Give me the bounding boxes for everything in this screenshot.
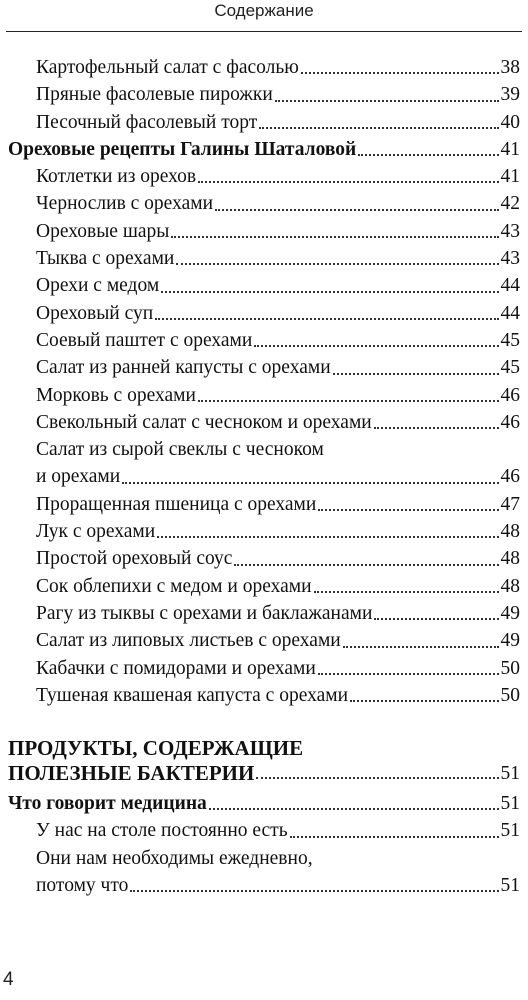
toc-entry <box>8 163 520 190</box>
toc-dot-leader <box>374 618 498 620</box>
table-of-contents <box>8 54 520 899</box>
toc-dot-leader <box>161 291 498 293</box>
toc-dot-leader <box>215 209 498 211</box>
toc-entry-title: Картофельный салат с фасолью <box>36 57 299 78</box>
toc-entry-title: Лук с орехами <box>36 521 156 543</box>
toc-entry-page: 44 <box>500 275 520 297</box>
toc-entry-title: Тушеная квашеная капуста с орехами <box>36 684 349 706</box>
toc-chapter <box>8 136 520 163</box>
toc-chapter <box>8 790 520 817</box>
toc-section-title-line2: ПОЛЕЗНЫЕ БАКТЕРИИ <box>8 761 255 786</box>
page-number: 4 <box>3 969 14 990</box>
toc-dot-leader <box>176 263 498 265</box>
toc-dot-leader <box>350 700 498 702</box>
toc-entry-title: Соевый паштет с орехами <box>36 329 253 351</box>
toc-entry-page: 42 <box>500 193 520 215</box>
toc-dot-leader <box>259 127 498 129</box>
toc-entry <box>8 218 520 245</box>
header-rule <box>6 31 522 32</box>
toc-entry <box>8 518 520 545</box>
toc-entry-title: Орехи с медом <box>36 275 160 297</box>
running-header <box>0 0 528 34</box>
toc-entry <box>8 327 520 354</box>
toc-entry-title: Салат из липовых листьев с орехами <box>36 630 341 652</box>
toc-entry-page: 39 <box>500 84 520 106</box>
toc-entry <box>8 354 520 381</box>
toc-entry <box>8 655 520 682</box>
toc-entry-title: Чернослив с орехами <box>36 193 214 215</box>
toc-entry-page: 51 <box>500 820 520 842</box>
toc-entry-page: 51 <box>500 875 520 897</box>
toc-entry-page: 38 <box>500 57 520 78</box>
toc-dot-leader <box>318 509 498 511</box>
toc-entry <box>8 682 520 709</box>
toc-entry-page: 49 <box>500 630 520 652</box>
toc-entry <box>8 817 520 844</box>
toc-entry-title: Свекольный салат с чесноком и орехами <box>36 411 372 433</box>
toc-entry-page: 47 <box>500 493 520 515</box>
toc-dot-leader <box>290 836 499 838</box>
toc-dot-leader <box>318 673 499 675</box>
toc-entry-title: Тыква с орехами <box>36 248 175 270</box>
toc-entry-page: 41 <box>500 166 520 188</box>
toc-entry-title: Морковь с орехами <box>36 384 196 406</box>
toc-entry <box>8 491 520 518</box>
toc-entry-page: 46 <box>500 411 520 433</box>
toc-entry <box>8 109 520 136</box>
toc-dot-leader <box>333 373 499 375</box>
toc-entry <box>8 545 520 572</box>
toc-chapter-page: 51 <box>500 793 520 815</box>
toc-dot-leader <box>301 72 499 74</box>
toc-dot-leader <box>314 591 499 593</box>
toc-entry-title: Простой ореховый соус <box>36 548 233 570</box>
toc-entry-page: 40 <box>500 111 520 133</box>
toc-entry-title: У нас на столе постоянно есть <box>36 820 288 842</box>
toc-entry-continuation <box>36 463 520 490</box>
toc-entry-page: 50 <box>500 684 520 706</box>
toc-entry-page: 49 <box>500 602 520 624</box>
toc-entry <box>8 300 520 327</box>
toc-entry <box>8 382 520 409</box>
toc-entry-title: Проращенная пшеница с орехами <box>36 493 317 515</box>
toc-entry-page: 50 <box>500 657 520 679</box>
toc-entry-title: Песочный фасолевый торт <box>36 111 258 133</box>
toc-entry <box>8 245 520 272</box>
running-header-title: Содержание <box>214 1 314 20</box>
toc-entry-title-line2: и орехами <box>36 466 121 488</box>
toc-dot-leader <box>358 154 498 156</box>
toc-entry-title: Пряные фасолевые пирожки <box>36 84 273 106</box>
toc-entry-page: 48 <box>500 548 520 570</box>
toc-entry-title-line1: Они нам необходимы ежедневно, <box>36 847 313 869</box>
toc-entry-page: 46 <box>500 466 520 488</box>
toc-entry <box>8 409 520 436</box>
toc-entry-multiline <box>8 436 520 491</box>
toc-dot-leader <box>155 318 498 320</box>
toc-dot-leader <box>234 564 498 566</box>
toc-entry <box>8 190 520 217</box>
toc-chapter-title: Что говорит медицина <box>8 793 207 815</box>
toc-entry-continuation <box>36 872 520 899</box>
toc-entry-title: Салат из ранней капусты с орехами <box>36 357 331 379</box>
toc-dot-leader <box>275 100 499 102</box>
toc-entry-title: Сок облепихи с медом и орехами <box>36 575 312 597</box>
toc-dot-leader <box>130 890 498 892</box>
toc-entry <box>8 627 520 654</box>
toc-dot-leader <box>256 777 498 779</box>
toc-entry <box>8 573 520 600</box>
toc-entry-title: Котлетки из орехов <box>36 166 197 188</box>
toc-dot-leader <box>198 181 498 183</box>
toc-dot-leader <box>374 427 499 429</box>
toc-entry-title-line1: Салат из сырой свеклы с чесноком <box>36 439 324 461</box>
toc-dot-leader <box>254 345 498 347</box>
toc-entry-title: Рагу из тыквы с орехами и баклажанами <box>36 602 373 624</box>
toc-entry-page: 48 <box>500 575 520 597</box>
toc-entry-title: Ореховый суп <box>36 302 154 324</box>
toc-entry-page: 46 <box>500 384 520 406</box>
toc-dot-leader <box>209 808 499 810</box>
toc-dot-leader <box>122 482 498 484</box>
toc-section-title-line1: ПРОДУКТЫ, СОДЕРЖАЩИЕ <box>8 736 304 761</box>
toc-chapter-title: Ореховые рецепты Галины Шаталовой <box>8 138 357 160</box>
toc-section-page: 51 <box>500 763 520 785</box>
toc-entry-page: 45 <box>500 357 520 379</box>
toc-entry <box>8 600 520 627</box>
toc-entry-page: 48 <box>500 521 520 543</box>
toc-entry-page: 43 <box>500 248 520 270</box>
toc-entry <box>8 81 520 108</box>
toc-entry-title: Ореховые шары <box>36 220 170 242</box>
toc-section-continuation <box>8 761 520 786</box>
toc-dot-leader <box>171 236 498 238</box>
toc-entry-page: 45 <box>500 329 520 351</box>
toc-entry-title: Кабачки с помидорами и орехами <box>36 657 316 679</box>
toc-dot-leader <box>157 536 498 538</box>
toc-entry-page: 43 <box>500 220 520 242</box>
toc-chapter-page: 41 <box>500 138 520 160</box>
toc-section-heading <box>8 736 520 786</box>
toc-entry <box>8 54 520 81</box>
toc-entry-title-line2: потому что <box>36 875 129 897</box>
toc-dot-leader <box>343 646 499 648</box>
section-spacer <box>8 709 520 736</box>
toc-entry-multiline <box>8 845 520 900</box>
toc-entry-page: 44 <box>500 302 520 324</box>
toc-entry <box>8 272 520 299</box>
toc-dot-leader <box>198 400 499 402</box>
